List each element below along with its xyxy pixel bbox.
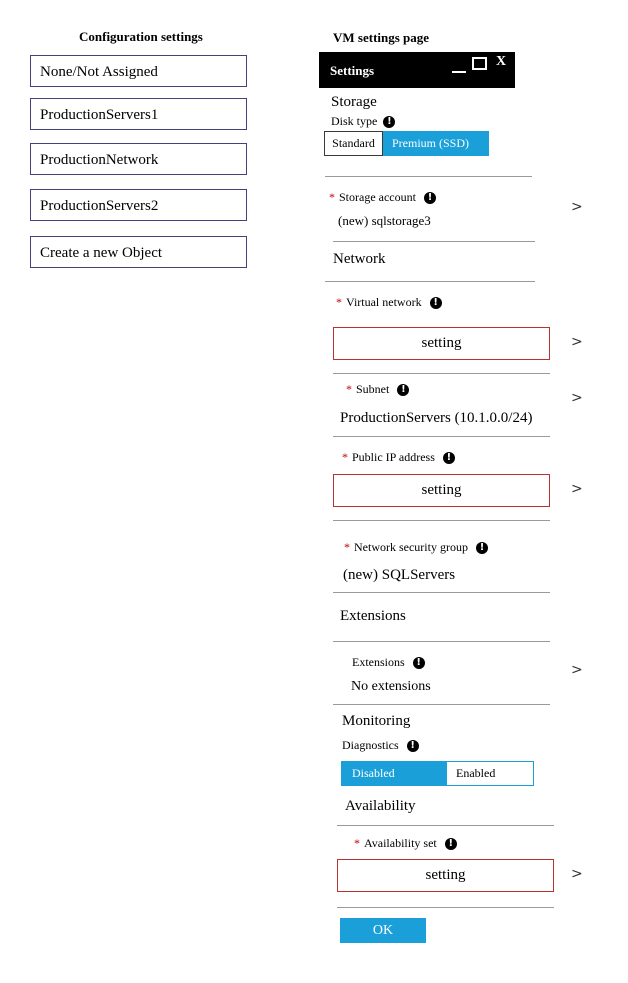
divider: [337, 825, 554, 826]
disk-type-info-icon[interactable]: !: [383, 116, 395, 128]
divider: [333, 520, 550, 521]
availability-set-chevron-icon[interactable]: >: [571, 866, 583, 882]
public-ip-setting-box[interactable]: setting: [333, 474, 550, 507]
subnet-chevron-icon[interactable]: >: [571, 390, 583, 406]
config-option-productionservers1[interactable]: ProductionServers1: [30, 98, 247, 130]
divider: [333, 641, 550, 642]
monitoring-section-title: Monitoring: [342, 713, 411, 729]
required-marker: *: [346, 382, 352, 396]
divider: [333, 704, 550, 705]
config-option-none[interactable]: None/Not Assigned: [30, 55, 247, 87]
availability-set-setting-box[interactable]: setting: [337, 859, 554, 892]
divider: [333, 592, 550, 593]
diagnostics-enabled-option[interactable]: Enabled: [446, 761, 534, 786]
extensions-value[interactable]: No extensions: [351, 679, 431, 694]
diagnostics-label: Diagnostics !: [342, 738, 419, 753]
extensions-section-title: Extensions: [340, 608, 406, 624]
vm-settings-heading: VM settings page: [333, 30, 430, 45]
configuration-settings-heading: Configuration settings: [79, 29, 203, 44]
diagnostics-info-icon[interactable]: !: [407, 740, 419, 752]
config-option-create-new[interactable]: Create a new Object: [30, 236, 247, 268]
required-marker: *: [354, 836, 360, 850]
config-option-productionservers2[interactable]: ProductionServers2: [30, 189, 247, 221]
required-marker: *: [344, 540, 350, 554]
availability-set-info-icon[interactable]: !: [445, 838, 457, 850]
close-icon[interactable]: X: [496, 54, 507, 69]
required-marker: *: [342, 450, 348, 464]
nsg-label: * Network security group !: [344, 540, 488, 555]
disk-type-standard-option[interactable]: Standard: [324, 131, 383, 156]
storage-section-title: Storage: [331, 94, 377, 110]
storage-account-chevron-icon[interactable]: >: [571, 199, 583, 215]
extensions-label: Extensions !: [352, 655, 425, 670]
extensions-chevron-icon[interactable]: >: [571, 662, 583, 678]
storage-account-value[interactable]: (new) sqlstorage3: [338, 213, 431, 228]
public-ip-chevron-icon[interactable]: >: [571, 481, 583, 497]
subnet-info-icon[interactable]: !: [397, 384, 409, 396]
availability-set-label: * Availability set !: [354, 836, 457, 851]
divider: [333, 373, 550, 374]
virtual-network-chevron-icon[interactable]: >: [571, 334, 583, 350]
divider: [325, 281, 535, 282]
config-option-productionnetwork[interactable]: ProductionNetwork: [30, 143, 247, 175]
subnet-label: * Subnet !: [346, 382, 409, 397]
maximize-icon[interactable]: [472, 57, 487, 70]
divider: [333, 241, 535, 242]
storage-account-info-icon[interactable]: !: [424, 192, 436, 204]
divider: [325, 176, 532, 177]
disk-type-label: Disk type !: [331, 114, 395, 129]
divider: [333, 436, 550, 437]
required-marker: *: [336, 295, 342, 309]
virtual-network-setting-box[interactable]: setting: [333, 327, 550, 360]
minimize-icon[interactable]: [452, 71, 466, 73]
settings-title: Settings: [330, 63, 375, 78]
subnet-value[interactable]: ProductionServers (10.1.0.0/24): [340, 410, 533, 426]
virtual-network-label: * Virtual network !: [336, 295, 442, 310]
diagnostics-disabled-option[interactable]: Disabled: [341, 761, 446, 786]
ok-button[interactable]: OK: [340, 918, 426, 943]
settings-titlebar: [319, 52, 515, 88]
divider: [337, 907, 554, 908]
disk-type-premium-option[interactable]: Premium (SSD): [383, 131, 489, 156]
availability-section-title: Availability: [345, 798, 416, 814]
extensions-info-icon[interactable]: !: [413, 657, 425, 669]
network-section-title: Network: [333, 251, 386, 267]
required-marker: *: [329, 190, 335, 204]
nsg-info-icon[interactable]: !: [476, 542, 488, 554]
public-ip-label: * Public IP address !: [342, 450, 455, 465]
public-ip-info-icon[interactable]: !: [443, 452, 455, 464]
storage-account-label: * Storage account !: [329, 190, 436, 205]
nsg-value[interactable]: (new) SQLServers: [343, 567, 456, 583]
virtual-network-info-icon[interactable]: !: [430, 297, 442, 309]
